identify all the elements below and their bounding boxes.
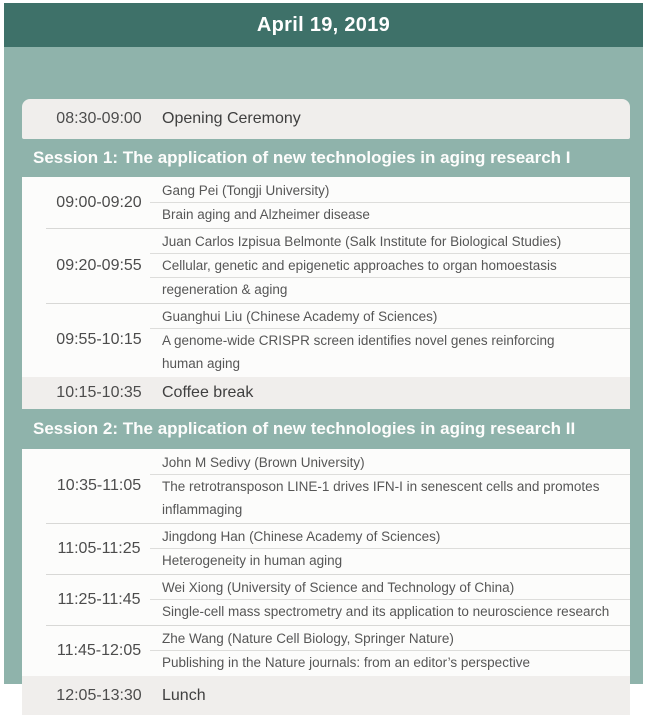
talk-title-line: regeneration & aging (150, 277, 630, 301)
opening-label: Opening Ceremony (162, 110, 301, 127)
talk-speaker: Gang Pei (Tongji University) (162, 183, 330, 198)
talk-title-line: Cellular, genetic and epigenetic approaches to organ homoestasis (150, 253, 630, 277)
date-title: April 19, 2019 (256, 13, 391, 36)
talk-row (22, 228, 630, 303)
session2-header (22, 409, 630, 449)
schedule-card (4, 3, 643, 704)
talk-title-line: Brain aging and Alzheimer disease (150, 202, 630, 226)
talk-speaker: Zhe Wang (Nature Cell Biology, Springer Nature) (162, 631, 454, 646)
coffee-break-row (22, 377, 630, 409)
talk-row (22, 303, 630, 377)
talk-speaker: John M Sedivy (Brown University) (162, 455, 365, 470)
opening-time: 08:30-09:00 (56, 110, 142, 127)
talk-row (22, 625, 630, 676)
session1-talks (22, 177, 630, 377)
lunch-row (22, 676, 630, 715)
talk-row (22, 574, 630, 625)
talk-row (22, 177, 630, 228)
talk-time: 09:20-09:55 (56, 256, 142, 274)
talk-row (22, 523, 630, 574)
talk-title-line: Single-cell mass spectrometry and its application to neuroscience research (150, 599, 630, 623)
coffee-label: Coffee break (162, 384, 254, 401)
session2-talks (22, 449, 630, 676)
lunch-label: Lunch (162, 686, 206, 704)
talk-time: 11:25-11:45 (57, 590, 141, 608)
talk-time: 11:45-12:05 (56, 641, 142, 659)
coffee-time: 10:15-10:35 (56, 384, 142, 401)
talk-title-line: Heterogeneity in human aging (150, 548, 630, 572)
session2-title: Session 2: The application of new technologies in aging research II (33, 419, 576, 438)
talk-title-line: Publishing in the Nature journals: from an editor’s perspective (150, 650, 630, 674)
talk-speaker: Juan Carlos Izpisua Belmonte (Salk Institute for Biological Studies) (162, 234, 562, 249)
talk-time: 09:55-10:15 (56, 331, 142, 348)
talk-title-line: A genome-wide CRISPR screen identifies novel genes reinforcing (150, 328, 630, 352)
talk-speaker: Jingdong Han (Chinese Academy of Sciences) (162, 529, 441, 544)
talk-speaker: Guanghui Liu (Chinese Academy of Sciences) (162, 309, 438, 324)
talk-time: 11:05-11:25 (57, 539, 141, 557)
talk-row (22, 449, 630, 523)
opening-ceremony-row (22, 99, 630, 139)
schedule-table (22, 99, 630, 715)
session1-header (22, 139, 630, 177)
talk-title-line: The retrotransposon LINE-1 drives IFN-I in senescent cells and promotes (150, 474, 630, 498)
lunch-time: 12:05-13:30 (56, 686, 142, 704)
session1-title: Session 1: The application of new technologies in aging research I (33, 148, 571, 167)
talk-title-line: inflammaging (162, 502, 243, 517)
talk-title-line: human aging (162, 356, 241, 371)
date-header (4, 3, 643, 47)
talk-time: 09:00-09:20 (56, 193, 142, 211)
talk-speaker: Wei Xiong (University of Science and Technology of China) (162, 580, 515, 595)
talk-time: 10:35-11:05 (56, 477, 142, 494)
